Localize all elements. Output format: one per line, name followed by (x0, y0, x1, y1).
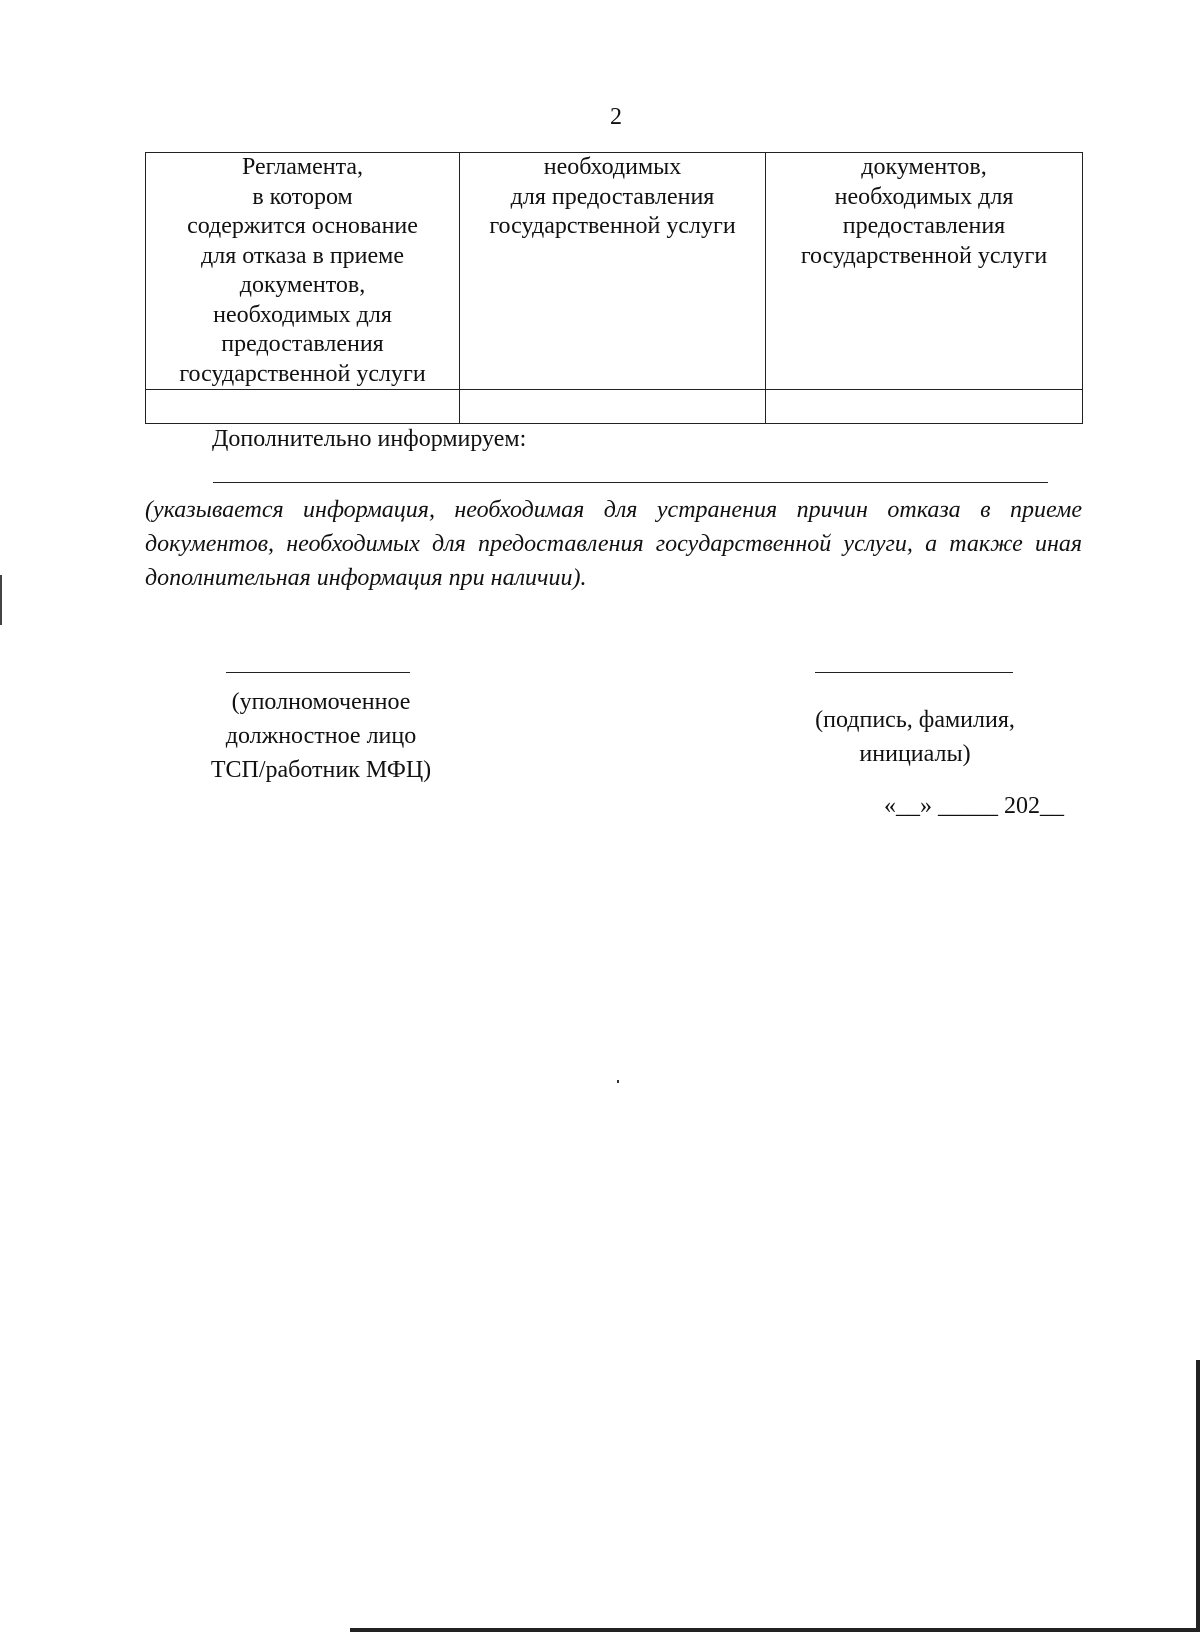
official-blank-line (226, 672, 410, 673)
refusal-reasons-table (145, 152, 1083, 424)
scan-edge-bottom (350, 1628, 1200, 1632)
table-cell-empty (460, 390, 766, 424)
signature-caption: (подпись, фамилия, инициалы) (815, 707, 1015, 767)
additional-info-hint: (указывается информация, необходимая для устранения причин отказа в приеме документов, необходимых для предоставления государственной услуги, а также иная дополнительная информация при наличии). (145, 497, 1082, 591)
table-cell-refusal-reason: документов, необходимых для предоставления государственной услуги (766, 153, 1083, 390)
table-cell-regulation-point: Регламента, в котором содержится основание для отказа в приеме документов, необходимых для предоставления государственной услуги (146, 153, 460, 390)
table-row (146, 153, 1083, 390)
additional-info-label: Дополнительно информируем: (212, 426, 527, 452)
table-row (146, 390, 1083, 424)
date-line: «__» _____ 202__ (884, 793, 1064, 819)
signature-blank-line (815, 672, 1013, 673)
scan-edge-mark (0, 575, 2, 625)
table-cell-document-name: необходимых для предоставления государственной услуги (460, 153, 766, 390)
scan-edge-right (1196, 1360, 1200, 1632)
scan-dot (617, 1080, 619, 1083)
page-number: 2 (610, 104, 622, 130)
official-caption: (уполномоченное должностное лицо ТСП/работник МФЦ) (210, 689, 432, 783)
table-cell-empty (146, 390, 460, 424)
table-cell-empty (766, 390, 1083, 424)
additional-info-blank-line (213, 482, 1048, 483)
